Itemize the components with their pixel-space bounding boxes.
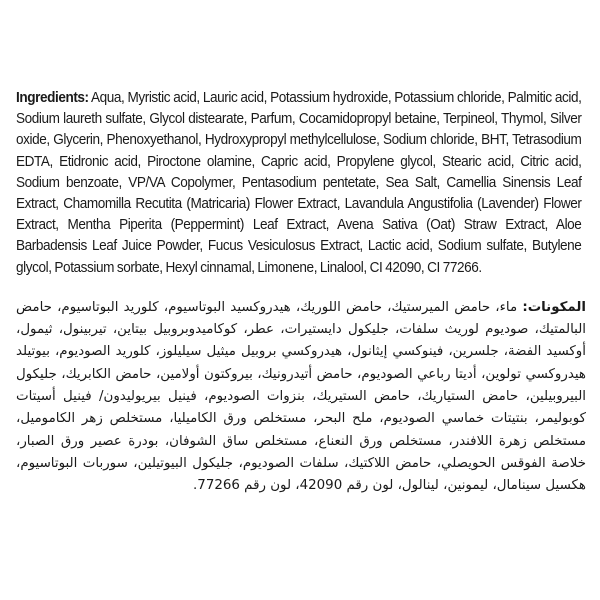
- arabic-ingredients-paragraph: [16, 297, 586, 498]
- english-ingredients-list: Aqua, Myristic acid, Lauric acid, Potassium hydroxide, Potassium chloride, Palmitic acid, Sodium laureth sulfate, Glycol distearate, Parfum, Cocamidopropyl betaine, Terpineol, Thymol, Silver oxide, Glycerin, Phenoxyethanol, Hydroxypropyl methylcellulose, Sodium chloride, BHT, Tetrasodium EDTA, Etidronic acid, Piroctone olamine, Capric acid, Propylene glycol, Stearic acid, Citric acid, Sodium benzoate, VP/VA Copolymer, Pentasodium pentetate, Sea Salt, Camellia Sinensis Leaf Extract, Chamomilla Recutita (Matricaria) Flower Extract, Lavandula Angustifolia (Lavender) Flower Extract, Mentha Piperita (Peppermint) Leaf Extract, Avena Sativa (Oat) Straw Extract, Aloe Barbadensis Leaf Juice Powder, Fucus Vesiculosus Extract, Lactic acid, Sodium sulfate, Butylene glycol, Potassium sorbate, Hexyl cinnamal, Limonene, Linalool, CI 42090, CI 77266.: [16, 90, 582, 276]
- english-ingredients-paragraph: [16, 88, 581, 279]
- arabic-ingredients-heading: المكونات:: [522, 299, 586, 315]
- arabic-ingredients-list: ماء، حامض الميرستيك، حامض اللوريك، هيدروكسيد البوتاسيوم، كلوريد البوتاسيوم، حامض البالمتيك، صوديوم لوريث سلفات، جليكول دايستيرات، عطر، كوكاميدوبروبيل بيتاين، تيربينول، ثيمول، أوكسيد الفضة، جلسرين، فينوكسي إيثانول، هيدروكسي بروبيل ميثيل سيليلوز، كلوريد الصوديوم، بيوتيلد هيدروكسي تولوين، أديتا رباعي الصوديوم، حامض أتيدرونيك، بيروكتون أولامين، حامض الكابريك، جليكول البيروبيلين، حامض الستياريك، حامض الستيريك، بنزوات الصوديوم، فينيل بيريوليدون/ فينيل أسيتات كوبوليمر، بنتيتات خماسي الصوديوم، ملح البحر، مستخلص ورق الكاميليا، مستخلص زهر الكاموميل، مستخلص زهرة اللافندر، مستخلص ورق النعناع، مستخلص ساق الشوفان، بودرة عصير ورق الصبار، خلاصة الفوقس الحويصلي، حامض اللاكتيك، سلفات الصوديوم، جليكول البيوتيلين، سوربات البوتاسيوم، هكسيل سينامال، ليمونين، لينالول، لون رقم 42090، لون رقم 77266.: [16, 299, 586, 494]
- english-ingredients-heading: Ingredients:: [16, 90, 89, 106]
